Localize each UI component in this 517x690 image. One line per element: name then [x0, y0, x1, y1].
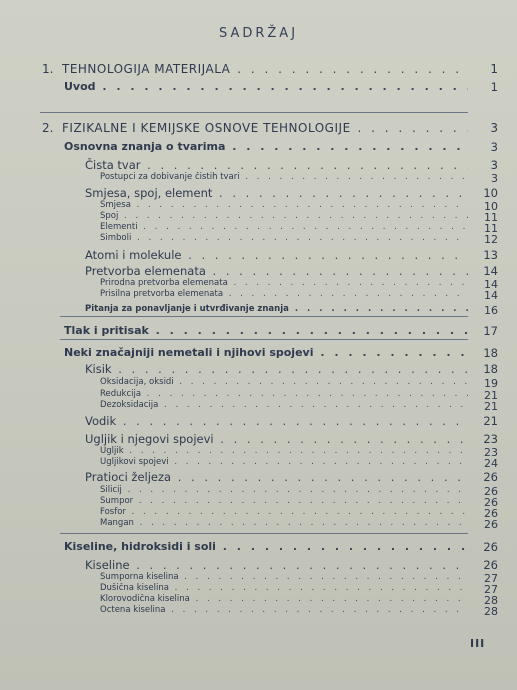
toc-entry-title: Ugljik . .: [100, 446, 468, 456]
toc-entry-page: 26: [483, 470, 498, 484]
toc-entry-page: 23: [484, 446, 498, 459]
toc-entry-title: Sumporna kiselina . .: [100, 572, 468, 582]
toc-entry-title: Klorovodična kiselina . .: [100, 594, 468, 604]
toc-entry-title: Pretvorba elemenata . .: [85, 264, 468, 278]
toc-entry-page: 26: [484, 507, 498, 520]
toc-entry-page: 11: [484, 222, 498, 235]
toc-entry-page: 26: [484, 485, 498, 498]
toc-entry-title: Smjesa, spoj, element . .: [85, 186, 468, 200]
toc-entry-title: Prisilna pretvorba elemenata . .: [100, 289, 468, 299]
toc-entry-title: Fosfor . .: [100, 507, 468, 517]
toc-entry-page: 10: [483, 186, 498, 200]
toc-entry-title: Vodik . .: [85, 414, 468, 428]
toc-entry-title: Elementi . .: [100, 222, 468, 232]
toc-entry-page: 26: [483, 540, 498, 554]
toc-entry-page: 19: [484, 377, 498, 390]
toc-entry: [0, 289, 517, 305]
toc-entry-title: Silicij . .: [100, 485, 468, 495]
toc-entry: [0, 140, 517, 156]
toc-entry-title: Postupci za dobivanje čistih tvari . .: [100, 172, 468, 182]
toc-entry-page: 14: [483, 264, 498, 278]
toc-entry-page: 17: [483, 324, 498, 338]
toc-entry: [0, 324, 517, 340]
toc-entry-page: 21: [484, 389, 498, 402]
toc-entry-page: 23: [483, 432, 498, 446]
toc-entry-title: Oksidacija, oksidi . .: [100, 377, 468, 387]
toc-entry-title: FIZIKALNE I KEMIJSKE OSNOVE TEHNOLOGIJE . .: [62, 121, 468, 135]
toc-entry-title: Čista tvar . .: [85, 158, 468, 172]
toc-entry: [0, 80, 517, 96]
toc-entry-title: Osnovna znanja o tvarima . .: [64, 140, 468, 153]
toc-entry-page: 27: [484, 583, 498, 596]
toc-entry-title: Dušična kiselina . .: [100, 583, 468, 593]
toc-entry-title: Prirodna pretvorba elemenata . .: [100, 278, 468, 288]
toc-entry: [0, 470, 517, 486]
toc-entry-title: Kisik . .: [85, 362, 468, 376]
toc-entry-number: 1.: [42, 62, 54, 76]
toc-entry-page: 3: [490, 158, 498, 172]
toc-entry-title: Neki značajniji nemetali i njihovi spojevi . .: [64, 346, 468, 359]
toc-entry: [0, 362, 517, 378]
toc-entry-number: 2.: [42, 121, 54, 135]
toc-entry: [0, 121, 517, 137]
section-divider: [60, 339, 468, 340]
toc-entry-page: 13: [483, 248, 498, 262]
toc-entry-title: Octena kiselina . .: [100, 605, 468, 615]
toc-entry-page: 1: [490, 80, 498, 94]
toc-entry: [0, 248, 517, 264]
page-title: SADRŽAJ: [218, 26, 299, 41]
toc-entry-title: Simboli . .: [100, 233, 468, 243]
toc-entry-title: Ugljik i njegovi spojevi . .: [85, 432, 468, 446]
toc-entry-page: 14: [484, 289, 498, 302]
toc-entry-page: 28: [484, 594, 498, 607]
toc-entry-page: 3: [490, 121, 498, 135]
toc-entry-page: 12: [484, 233, 498, 246]
toc-entry: [0, 346, 517, 362]
toc-entry-page: 3: [490, 140, 498, 154]
toc-entry: [0, 605, 517, 621]
toc-entry-title: Kiseline . .: [85, 558, 468, 572]
toc-entry-title: Pitanja za ponavljanje i utvrđivanje znanja . .: [85, 304, 468, 314]
toc-entry-page: 1: [490, 62, 498, 76]
toc-entry-title: Atomi i molekule . .: [85, 248, 468, 262]
toc-entry-title: Uvod . .: [64, 80, 468, 93]
toc-entry-page: 26: [484, 496, 498, 509]
toc-entry-page: 27: [484, 572, 498, 585]
toc-entry-title: Pratioci željeza . .: [85, 470, 468, 484]
toc-entry-page: 16: [484, 304, 498, 317]
toc-entry-title: Spoj . .: [100, 211, 468, 221]
toc-entry: [0, 414, 517, 430]
toc-entry-page: 21: [483, 414, 498, 428]
section-divider: [40, 112, 468, 113]
toc-entry-page: 11: [484, 211, 498, 224]
toc-entry: [0, 233, 517, 249]
toc-entry-page: 18: [483, 362, 498, 376]
toc-entry-title: Redukcija . .: [100, 389, 468, 399]
toc-entry: [0, 62, 517, 78]
toc-entry-title: Tlak i pritisak . .: [64, 324, 468, 337]
toc-entry-page: 3: [491, 172, 498, 185]
toc-entry-title: Smjesa . .: [100, 200, 468, 210]
toc-entry-title: TEHNOLOGIJA MATERIJALA . .: [62, 62, 468, 76]
toc-entry-title: Ugljikovi spojevi . .: [100, 457, 468, 467]
toc-entry: [0, 518, 517, 534]
toc-entry: [0, 304, 517, 320]
page-folio: III: [470, 637, 486, 650]
toc-entry-title: Kiseline, hidroksidi i soli . .: [64, 540, 468, 553]
toc-entry-title: Mangan . .: [100, 518, 468, 528]
toc-entry-page: 10: [484, 200, 498, 213]
section-divider: [60, 316, 468, 317]
toc-entry-page: 28: [484, 605, 498, 618]
toc-entry-page: 21: [484, 400, 498, 413]
toc-entry-page: 14: [484, 278, 498, 291]
toc-entry: [0, 540, 517, 556]
toc-entry-title: Sumpor . .: [100, 496, 468, 506]
toc-entry-page: 18: [483, 346, 498, 360]
toc-entry-page: 26: [484, 518, 498, 531]
section-divider: [60, 533, 468, 534]
toc-entry-title: Dezoksidacija . .: [100, 400, 468, 410]
toc-entry-page: 24: [484, 457, 498, 470]
toc-entry-page: 26: [483, 558, 498, 572]
